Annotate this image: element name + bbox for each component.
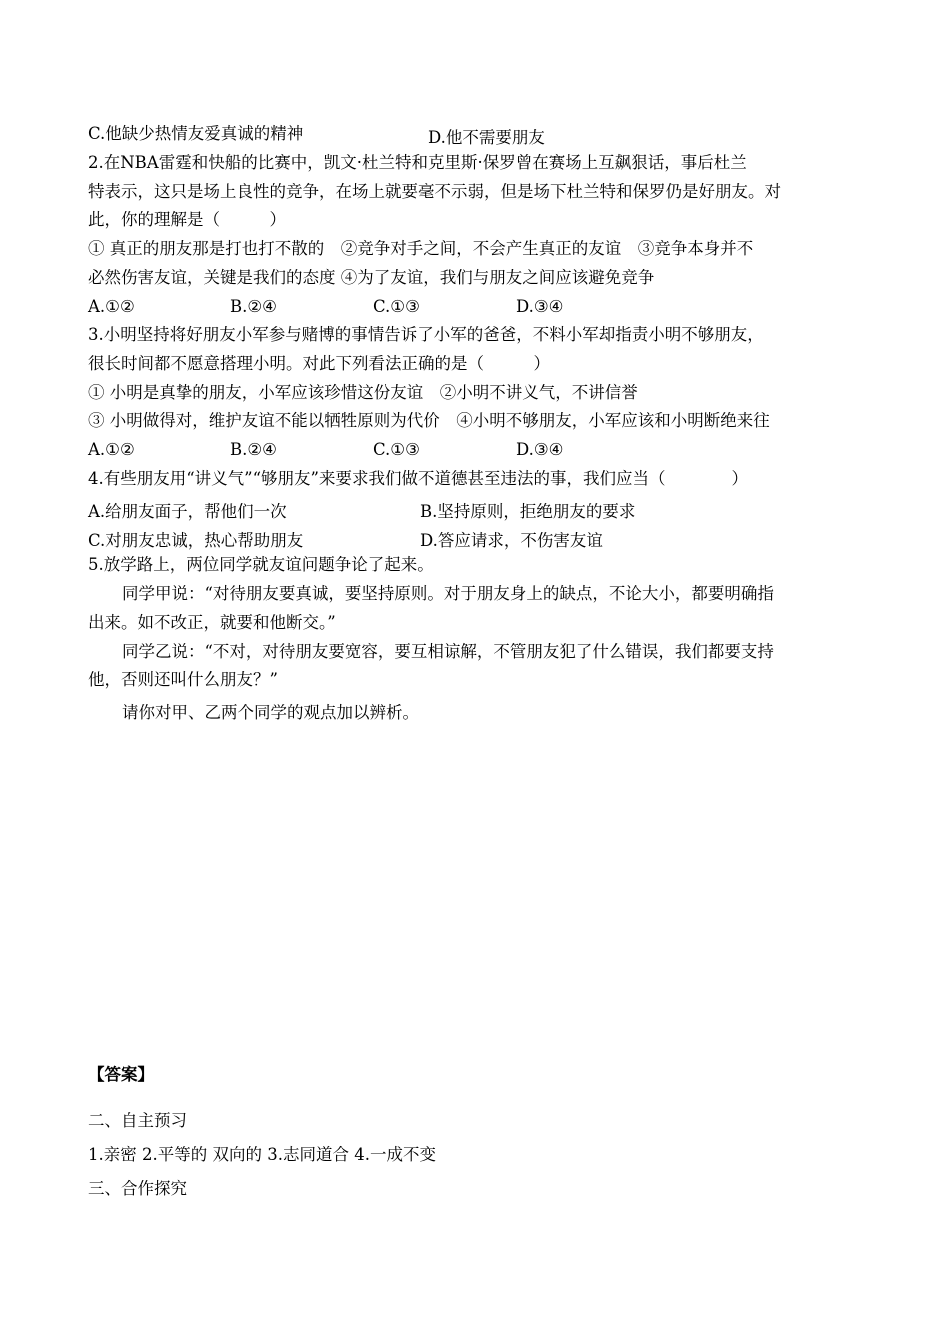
q3-statement-line-1: ① 小明是真挚的朋友，小军应该珍惜这份友谊 ②小明不讲义气，不讲信誉 (88, 383, 638, 402)
q2-statement-line-2: 必然伤害友谊，关键是我们的态度 ④为了友谊，我们与朋友之间应该避免竞争 (88, 268, 655, 287)
q5-student-a-line-2: 出来。如不改正，就要和他断交。” (88, 613, 336, 632)
q2-stem-line-1: 2.在NBA雷霆和快船的比赛中，凯文·杜兰特和克里斯·保罗曾在赛场上互飙狠话，事后杜兰 (88, 153, 747, 172)
answers-section-3-title: 三、合作探究 (88, 1179, 187, 1198)
q2-option-b: B.②④ (230, 297, 277, 316)
q3-stem-line-2: 很长时间都不愿意搭理小明。对此下列看法正确的是（ ） (88, 354, 550, 373)
q1-option-d: D.他不需要朋友 (428, 128, 545, 147)
q2-statement-line-1: ① 真正的朋友那是打也打不散的 ②竞争对手之间，不会产生真正的友谊 ③竞争本身并不 (88, 239, 754, 258)
q2-option-a: A.①② (88, 297, 135, 316)
q5-stem: 5.放学路上，两位同学就友谊问题争论了起来。 (88, 555, 434, 574)
q2-option-c: C.①③ (373, 297, 420, 316)
q4-option-d: D.答应请求，不伤害友谊 (420, 531, 603, 550)
q3-option-c: C.①③ (373, 440, 420, 459)
q1-option-c: C.他缺少热情友爱真诚的精神 (88, 124, 304, 143)
q3-option-a: A.①② (88, 440, 135, 459)
q5-student-a-line-1: 同学甲说：“对待朋友要真诚，要坚持原则。对于朋友身上的缺点，不论大小，都要明确指 (122, 584, 774, 603)
q4-option-a: A.给朋友面子，帮他们一次 (88, 502, 287, 521)
q5-student-b-line-2: 他，否则还叫什么朋友？” (88, 670, 278, 689)
q2-stem-line-2: 特表示，这只是场上良性的竞争，在场上就要毫不示弱，但是场下杜兰特和保罗仍是好朋友。对 (88, 182, 781, 201)
q2-stem-line-3: 此，你的理解是（ ） (88, 210, 286, 229)
answers-heading: 【答案】 (88, 1065, 154, 1084)
q4-option-b: B.坚持原则，拒绝朋友的要求 (420, 502, 636, 521)
answers-section-2-content: 1.亲密 2.平等的 双向的 3.志同道合 4.一成不变 (88, 1145, 436, 1164)
q3-stem-line-1: 3.小明坚持将好朋友小军参与赌博的事情告诉了小军的爸爸，不料小军却指责小明不够朋友， (88, 325, 764, 344)
q4-stem: 4.有些朋友用“讲义气”“够朋友”来要求我们做不道德甚至违法的事，我们应当（ ） (88, 469, 748, 488)
q2-option-d: D.③④ (516, 297, 564, 316)
q5-prompt: 请你对甲、乙两个同学的观点加以辨析。 (122, 703, 419, 722)
q4-option-c: C.对朋友忠诚，热心帮助朋友 (88, 531, 304, 550)
q3-statement-line-2: ③ 小明做得对，维护友谊不能以牺牲原则为代价 ④小明不够朋友，小军应该和小明断绝来往 (88, 411, 770, 430)
q3-option-d: D.③④ (516, 440, 564, 459)
answers-section-2-title: 二、自主预习 (88, 1111, 187, 1130)
q5-student-b-line-1: 同学乙说：“不对，对待朋友要宽容，要互相谅解，不管朋友犯了什么错误，我们都要支持 (122, 642, 774, 661)
q3-option-b: B.②④ (230, 440, 277, 459)
